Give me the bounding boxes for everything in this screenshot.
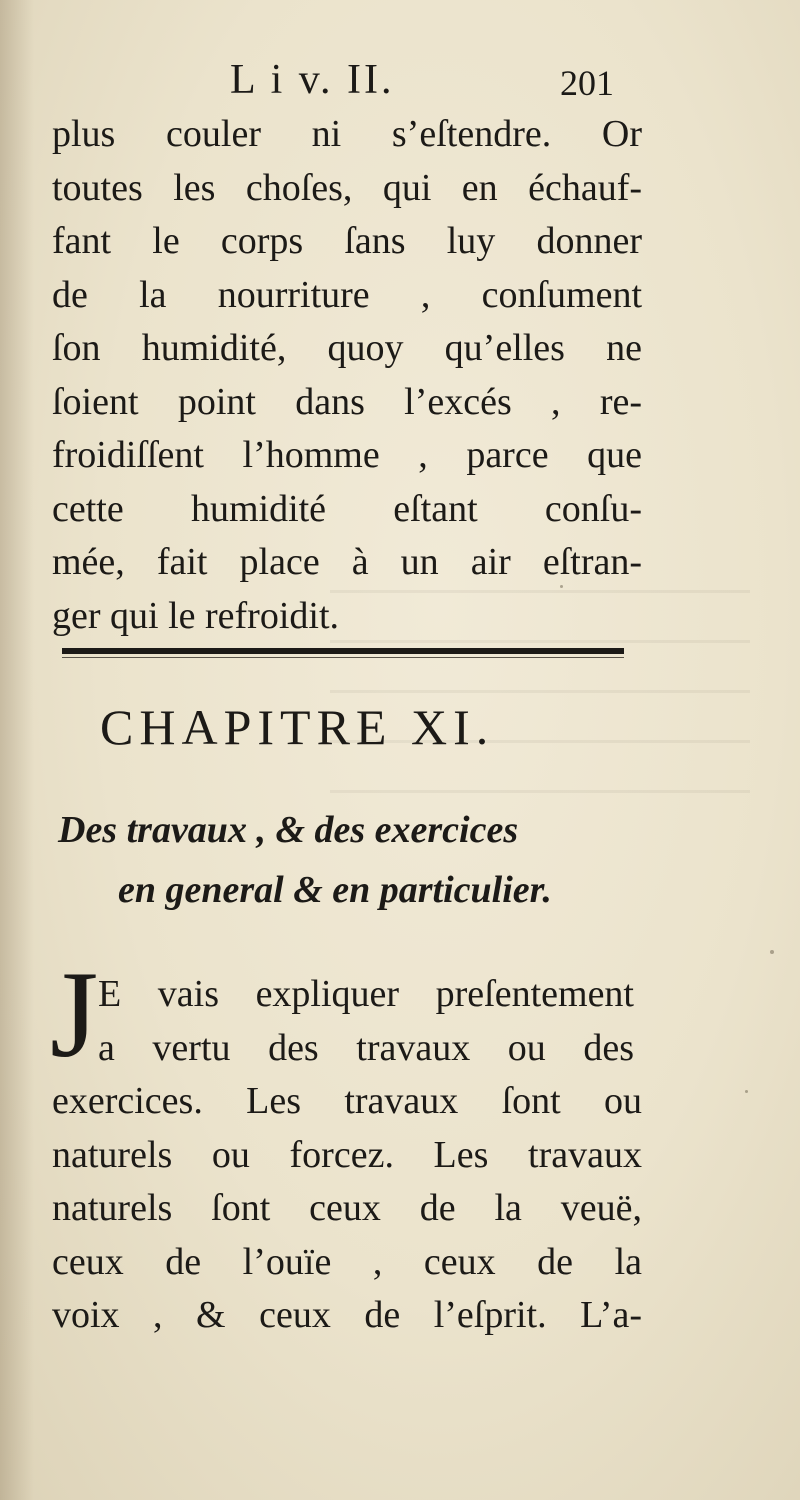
chapter-subtitle-line: en general & en particulier.: [118, 869, 552, 911]
text-line: fant le corps ſans luy donner: [52, 220, 642, 262]
text-line: ſoient point dans l’excés , re-: [52, 380, 642, 423]
text-line: ger qui le refroidit.: [52, 594, 340, 637]
text-line: cette humidité eſtant conſu-: [52, 487, 642, 530]
drop-cap: J: [50, 946, 99, 1083]
paragraph-continued: [52, 108, 642, 643]
text-line: exercices. Les travaux ſont ou: [52, 1080, 642, 1122]
text-line: ceux de l’ouïe , ceux de la: [52, 1240, 642, 1283]
text-line: de la nourriture , conſument: [52, 273, 642, 316]
text-line: ſon humidité, quoy qu’elles ne: [52, 327, 642, 369]
paragraph-opening-lines: [98, 968, 634, 1075]
paragraph-body: [52, 1075, 642, 1343]
text-line: E vais expliquer preſentement: [98, 973, 634, 1015]
text-line: voix , & ceux de l’eſprit. L’a-: [52, 1294, 642, 1336]
page-number: 201: [560, 63, 614, 103]
text-line: plus couler ni s’eſtendre. Or: [52, 113, 642, 155]
section-rule-thin: [62, 657, 624, 658]
paper-speck: [770, 950, 774, 954]
running-title: L i v. II.: [230, 57, 395, 103]
paper-speck: [560, 585, 563, 588]
paper-speck: [745, 1090, 748, 1093]
text-line: froidiſſent l’homme , parce que: [52, 434, 642, 476]
section-rule-thick: [62, 648, 624, 654]
chapter-subtitle-line: Des travaux , & des exercices: [58, 809, 519, 851]
chapter-heading: CHAPITRE XI.: [100, 699, 495, 755]
text-line: a vertu des travaux ou des: [98, 1026, 634, 1069]
text-line: naturels ou forcez. Les travaux: [52, 1133, 642, 1176]
gutter-shadow: [0, 0, 34, 1500]
text-line: naturels ſont ceux de la veuë,: [52, 1187, 642, 1229]
text-line: mée, fait place à un air eſtran-: [52, 541, 642, 583]
running-head: [0, 48, 800, 108]
text-line: toutes les choſes, qui en échauf-: [52, 166, 642, 209]
